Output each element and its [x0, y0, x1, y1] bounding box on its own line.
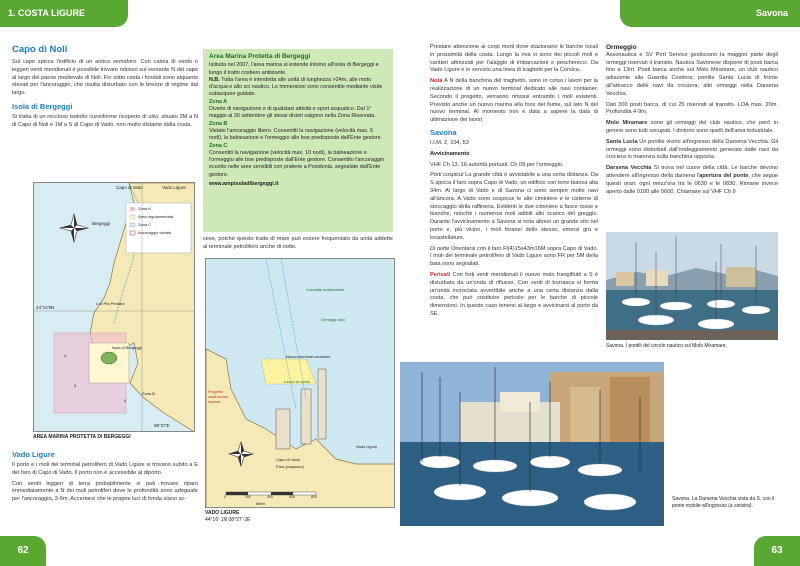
- scale-400: 400: [267, 495, 273, 499]
- porti-label: Porti cospicui: [430, 172, 464, 179]
- molo-text: sono gli ormeggi del club nautico, che però in genere sono tutti occupati. I dintorni sono quelli dell'area industriale.: [606, 120, 779, 134]
- porti-text: La grande città è avvistabile a una certa distanza. Da S spicca il faro sopra Capo di Vado, un edificio con torre bianca alta 34m. Al largo di Vado e di Savona ci sono sempre molte navi all'ancora. A Vado sono cospicue le alte ciminiere e le cisterne di stoccaggio della raffineria. Evidenti le due ciminiere a fasce rosse e bianche, nonché i numerosi moli adibiti allo scarico del greggio. Durante l'avvicinamento a Savona si nota altresì un grande silo nel porto e, più vicino, i moli foranei dello stesso, emersi grù e locastellature.: [430, 172, 598, 241]
- vado-column: [12, 446, 198, 507]
- vado-map: [205, 258, 395, 508]
- pericoli-text: Con forti venti meridionali il nuovo molo frangiflutti a S è disturbato da un'onda di riflusso. Con venti di burrasca si forma un'onda incrociata avvertibile anche a una certa distanza dalla costa, che può costituire pericolo per le barche di piccole dimensioni. In questo caso tenersi al largo e avvicinarsi al porto da SE.: [430, 271, 599, 317]
- savona-title: Savona: [430, 127, 457, 137]
- map2-vado-ligure: Vado Ligure: [356, 444, 378, 449]
- map1-area-reg: Area regolamentata: [138, 214, 174, 219]
- isola-bergeggi-title: Isola di Bergeggi: [12, 101, 73, 111]
- map1-lat: 44°14'5N: [36, 305, 55, 310]
- page-number-right: 63: [754, 536, 800, 566]
- map1-isola: Isola di Bergeggi: [112, 345, 142, 350]
- darsena-text: Si trova nel cuore della città. Le barche devono attendere all'ingresso della darsena l': [606, 165, 779, 179]
- section-header: Savona: [620, 0, 800, 27]
- ormeggio-title: Ormeggio: [606, 44, 637, 51]
- vado-text-2: Con sentii leggeri di terra probabilmente si può trovare riparo immediatamente a N dei moli petroliferi dove le profondità sono adeguate per l'ancoraggio, 3-6m. Accertarsi che le proprie luci di fonda siano ac-: [12, 480, 198, 503]
- scale-600: 600: [289, 495, 295, 499]
- lucia-text: Un pontile vicino all'ingresso della Darsena Vecchia. Gli ormeggi sono disturbati dall'ondeggiamento generato dalle navi da crociera in manovra sulla banchina opposta.: [606, 138, 778, 161]
- nota-text: A N della banchina del traghetto, sono in corso i lavori per la realizzazione di un nuovo terminal dedicato alle navi container. Secondo il progetto, verranno rimossi entrambi i moli esistenti. Previsto anche un nuovo marina alla foce del fiume, sul lato N del nuovo terminal. Al momento non è data a sapere la data di ultimazione dei lavori.: [430, 78, 599, 124]
- lucia-label: Santa Lucia: [606, 138, 638, 145]
- dati-text: Dati 300 posti barca, di cui 25 riservati al transito. LOA max. 20m. Profondità 4-9m.: [606, 101, 778, 116]
- map1-zona-a: Zona A: [138, 206, 151, 211]
- map1-depth-1: 4: [64, 353, 67, 358]
- ormeggio-text: Assonautica e SV Port Service gestiscono la maggior parte degli ormeggi riservati il transito. Nautica Savonese dispone di posti barca fino a 13m. Posti barca anche sul Molo Miramare, un club nautico adiacente alla Guardia Costiera; pontile Santa Lucia di fronte all'attracco delle navi da crociera; altri ormeggi nella Darsena Vecchia.: [606, 51, 778, 97]
- box-nb: Tutta l'area è interdetta alle unità di lunghezza >24m, alle moto d'acqua e allo sci nautico. Le immersioni sono consentite mediante visite subacquee guidate.: [209, 76, 383, 98]
- scale-label: Metri: [256, 501, 265, 506]
- map2-condotte: Condotte sottomarine: [306, 287, 345, 292]
- box-title: Area Marina Protetta di Bergeggi: [209, 53, 311, 60]
- capo-noli-title: Capo di Noli: [12, 44, 68, 55]
- bergeggi-map-svg: [34, 183, 195, 432]
- molo-label: Molo Miramare: [606, 120, 648, 127]
- vado-text-1: Il porto e i moli del terminal petrolifero di Vado Ligure si trovano subito a E del faro di Capo di Vado. Il porto non è accessibile al diporto.: [12, 462, 198, 476]
- darsena-label: Darsena Vecchia: [606, 165, 652, 172]
- isola-bergeggi-text: Si tratta di un roccioso isolotto cuneiforme ricoperto di ulivi, situato 2M a N di Capo di Noli e 1M a S di Capo di Vado, non molto distante dalla costa.: [12, 113, 198, 128]
- photo2-caption: Savona. La Darsena Vecchia vista da S, con il ponte mobile all'ingresso (a sinistra).: [672, 496, 775, 509]
- capo-noli-text: Sul capo spicca l'edificio di un antico semaforo. Con calma di vento o leggeri venti meridionali è possibile trovare ridosso sul versante N dei capo al largo del paese medievale di Noli. Fin sotto costa i fondali sono alquanto elevati per l'ancoraggio, che risulta disturbato con le brezze di regime dal largo.: [12, 59, 198, 97]
- scale-200: 200: [245, 495, 251, 499]
- marina-photo: [606, 232, 778, 340]
- map2-faro: Faro (cospicuo): [276, 464, 304, 469]
- notte-text: Orientarsi con il faro Fl(4)15s43m16M sopra Capo di Vado. I moli del terminale petrolifero di Vado Ligure sono FR per 5M della baia sono segnalati.: [430, 245, 598, 268]
- pericoli-label: Pericoli: [430, 271, 451, 278]
- nota-label: Nota: [430, 78, 443, 85]
- map2-lavori: Lavori in corso: [284, 379, 311, 384]
- darsena-text-2: , che segue questi orari: ogni mezz'ora tra le 0630 e le 0830. Rimane invece aperto dalle 0100 alle 0600. Chiamare sul VHF Ch 9: [606, 172, 778, 195]
- map1-depth-3: 6: [124, 398, 127, 403]
- box-zona-a-text: Divieto di navigazione e di qualsiasi attività e sport acquatico. Dal 1° maggio al 30 settembre gli stessi divieti valgono nella Zona Riservata.: [209, 106, 376, 120]
- map1-depth-2: 5: [74, 383, 77, 388]
- page-number-left: 62: [0, 536, 46, 566]
- scale-800: 800: [311, 495, 317, 499]
- map2-ormeggi: Ormeggi navi: [321, 317, 345, 322]
- bergeggi-map: [33, 182, 195, 432]
- map2-capo-vado: Capo di Vado: [276, 457, 300, 462]
- avvicinamento-label: Avvicinamento: [430, 150, 470, 157]
- box-zona-a: Zona A: [209, 98, 228, 105]
- notte-label: Di notte: [430, 245, 450, 252]
- scale-0: 0: [224, 495, 226, 499]
- map1-zona-b: Zona B: [142, 391, 155, 396]
- vado-map-caption: VADO LIGURE: [205, 510, 240, 516]
- mid-text-block: [203, 236, 393, 255]
- map1-capo-vado: Capo di Vado: [116, 185, 143, 190]
- right-column-1: [430, 44, 598, 322]
- box-zona-b: Zona B: [209, 120, 228, 127]
- marine-area-box: [203, 49, 393, 232]
- col1-p1: Prestare attenzione ai corpi morti dove stazionano le barche locali in prossimità della costa. Lungo la riva vi sono dei piccoli moli e cantieri attrezzati per l'alaggio di imbarcazioni e pescherecci. Da Vado Ligure è in servizio una linea di traghetti per la Corsica.: [430, 44, 598, 74]
- vado-map-coords: 44°16'·1N 08°27'·2E: [205, 517, 251, 523]
- vado-title: Vado Ligure: [12, 450, 55, 459]
- mid-text: cese, poiché questo tratto di mare può essere frequentato da unità addette al terminale petrolifero anche di notte.: [203, 236, 393, 250]
- box-zona-c: Zona C: [209, 142, 228, 149]
- box-website-link[interactable]: www.ampisoladibergeggi.it: [209, 181, 279, 188]
- box-nb-label: N.B.: [209, 76, 220, 83]
- map1-bergeggi: Bergeggi: [92, 221, 111, 226]
- right-column-2: [606, 44, 778, 199]
- right-page: [400, 0, 800, 566]
- box-zona-c-text: Consentiti la navigazione (velocità max. 10 nodi), la balneazione e l'ormeggio alle boe predisposte dall'Ente gestore. Consentito l'ancoraggio eccetto nelle aree sensibili con praterie a Posidonia, segnalate dall'Ente gestore.: [209, 149, 385, 178]
- bergeggi-map-caption: AREA MARINA PROTETTA DI BERGEGGI: [33, 434, 131, 440]
- apertura-ponte: apertura del ponte: [699, 172, 749, 179]
- chapter-header: 1. COSTA LIGURE: [0, 0, 128, 27]
- map1-punta: Loc Pta Predani: [96, 301, 125, 306]
- map1-zona-c: Zona C: [138, 222, 152, 227]
- map1-vado-ligure: Vado Ligure: [162, 185, 186, 190]
- box-intro: Istituita nel 2007, l'area marina si estende intorno all'isola di Bergeggi e lungo il tratto costiero antistante.: [209, 62, 379, 76]
- darsena-photo: [400, 362, 664, 526]
- map2-nuovo: Nuovo terminal container: [286, 354, 331, 359]
- left-column: [12, 44, 198, 133]
- vhf-text: VHF Ch 13, 16 autorità portuali. Ch 09 per l'ormeggio.: [430, 161, 564, 168]
- map1-long: 08°27'E: [154, 423, 170, 428]
- photo1-caption: Savona. I pontili del circolo nautico sul Molo Miramare.: [606, 343, 727, 349]
- savona-iim: I.I.M. 2, 104, 53: [430, 139, 469, 146]
- box-zona-b-text: Vietato l'ancoraggio libero. Consentiti la navigazione (velocità max. 5 nodi), la balneazione e l'ormeggio alle boe predisposte dall'Ente gestore.: [209, 127, 383, 142]
- map2-progetto: Progetto costruzione marina: [208, 389, 229, 404]
- map1-ancoraggio: Ancoraggio vietato: [138, 230, 172, 235]
